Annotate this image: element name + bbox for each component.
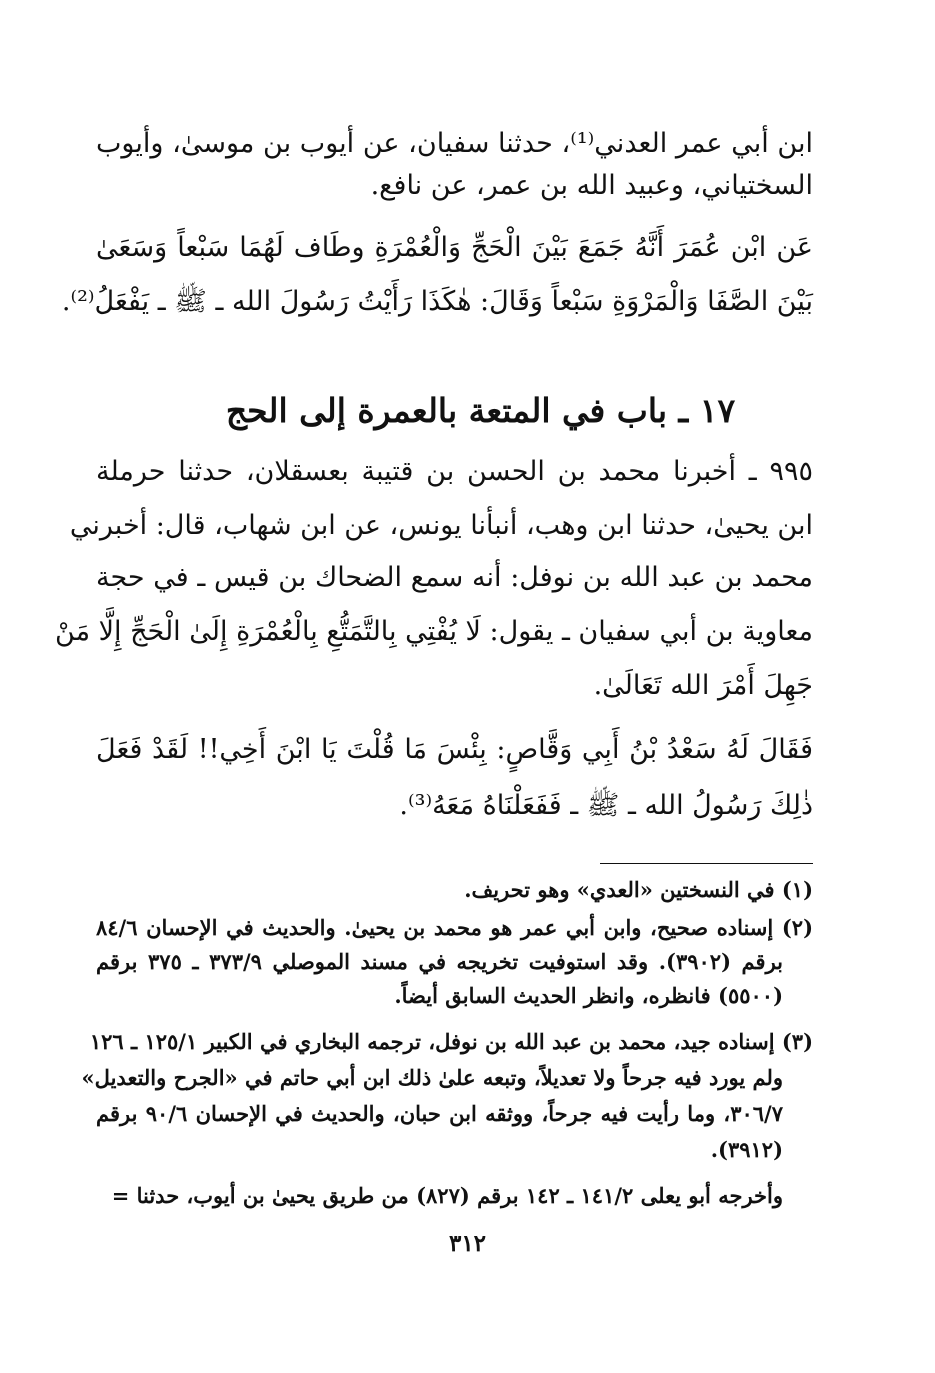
footnote-line: برقم (٣٩٠٢). وقد استوفيت تخريجه في مسند الموصلي ٣٧٣/٩ ـ ٣٧٥ برقم xyxy=(96,949,784,974)
footnote-line: وأخرجه أبو يعلى ١٤١/٢ ـ ١٤٢ برقم (٨٢٧) من طريق يحيىٰ بن أيوب، حدثنا = xyxy=(111,1183,783,1208)
footnote-line: (٣) إسناده جيد، محمد بن عبد الله بن نوفل، ترجمه البخاري في الكبير ١٢٥/١ ـ ١٢٦ xyxy=(89,1029,813,1054)
chapter-heading: ١٧ ـ باب في المتعة بالعمرة إلى الحج xyxy=(225,391,736,430)
text-line: ابن أبي عمر العدني⁽¹⁾، حدثنا سفيان، عن أيوب بن موسىٰ، وأيوب xyxy=(96,128,813,159)
footnote-line: (٥٥٠٠) فانظره، وانظر الحديث السابق أيضاً. xyxy=(394,983,783,1008)
text-line: ابن يحيىٰ، حدثنا ابن وهب، أنبأنا يونس، عن ابن شهاب، قال: أخبرني xyxy=(69,510,813,541)
text-line: ٩٩٥ ـ أخبرنا محمد بن الحسن بن قتيبة بعسقلان، حدثنا حرملة xyxy=(96,456,813,487)
text-line: محمد بن عبد الله بن نوفل: أنه سمع الضحاك بن قيس ـ في حجة xyxy=(96,562,813,593)
text-line: عَن ابْن عُمَرَ أَنَّهُ جَمَعَ بَيْنَ الْحَجِّ وَالْعُمْرَةِ وطَاف لَهُمَا سَبْعاً وَسَعَىٰ xyxy=(96,232,813,263)
footnote-line: (٢) إسناده صحيح، وابن أبي عمر هو محمد بن يحيىٰ. والحديث في الإحسان ٨٤/٦ xyxy=(96,915,813,940)
text-line: جَهِلَ أَمْرَ الله تَعَالَىٰ. xyxy=(593,670,813,701)
footnote-divider xyxy=(600,863,813,864)
footnote-line: (١) في النسختين «العدي» وهو تحريف. xyxy=(464,877,813,902)
footnote-line: ولم يورد فيه جرحاً ولا تعديلاً، وتبعه علىٰ ذلك ابن أبي حاتم في «الجرح والتعديل» xyxy=(81,1065,783,1090)
text-line: معاوية بن أبي سفيان ـ يقول: لَا يُفْتِي بِالتَّمَتُّعِ بِالْعُمْرَةِ إِلَىٰ الْحَجِّ إِلَّا مَنْ xyxy=(55,616,813,647)
page-number: ٣١٢ xyxy=(448,1230,487,1257)
text-line: بَيْنَ الصَّفَا وَالْمَرْوَةِ سَبْعاً وَقَالَ: هٰكَذَا رَأَيْتُ رَسُولَ الله ـ ﷺ ـ يَفْعَلُ⁽²⁾. xyxy=(61,286,813,317)
text-line: ذٰلِكَ رَسُولُ الله ـ ﷺ ـ فَفَعَلْنَاهُ مَعَهُ⁽³⁾. xyxy=(399,790,813,821)
footnote-line: (٣٩١٢). xyxy=(710,1137,783,1162)
text-line: السختياني، وعبيد الله بن عمر، عن نافع. xyxy=(370,170,813,201)
footnote-line: ٣٠٦/٧، وما رأيت فيه جرحاً، ووثقه ابن حبان، والحديث في الإحسان ٩٠/٦ برقم xyxy=(96,1101,783,1126)
text-line: فَقَالَ لَهُ سَعْدُ بْنُ أَبِي وَقَّاصٍ: بِئْسَ مَا قُلْتَ يَا ابْنَ أَخِي!! لَقَدْ فَعَلَ xyxy=(96,734,813,765)
